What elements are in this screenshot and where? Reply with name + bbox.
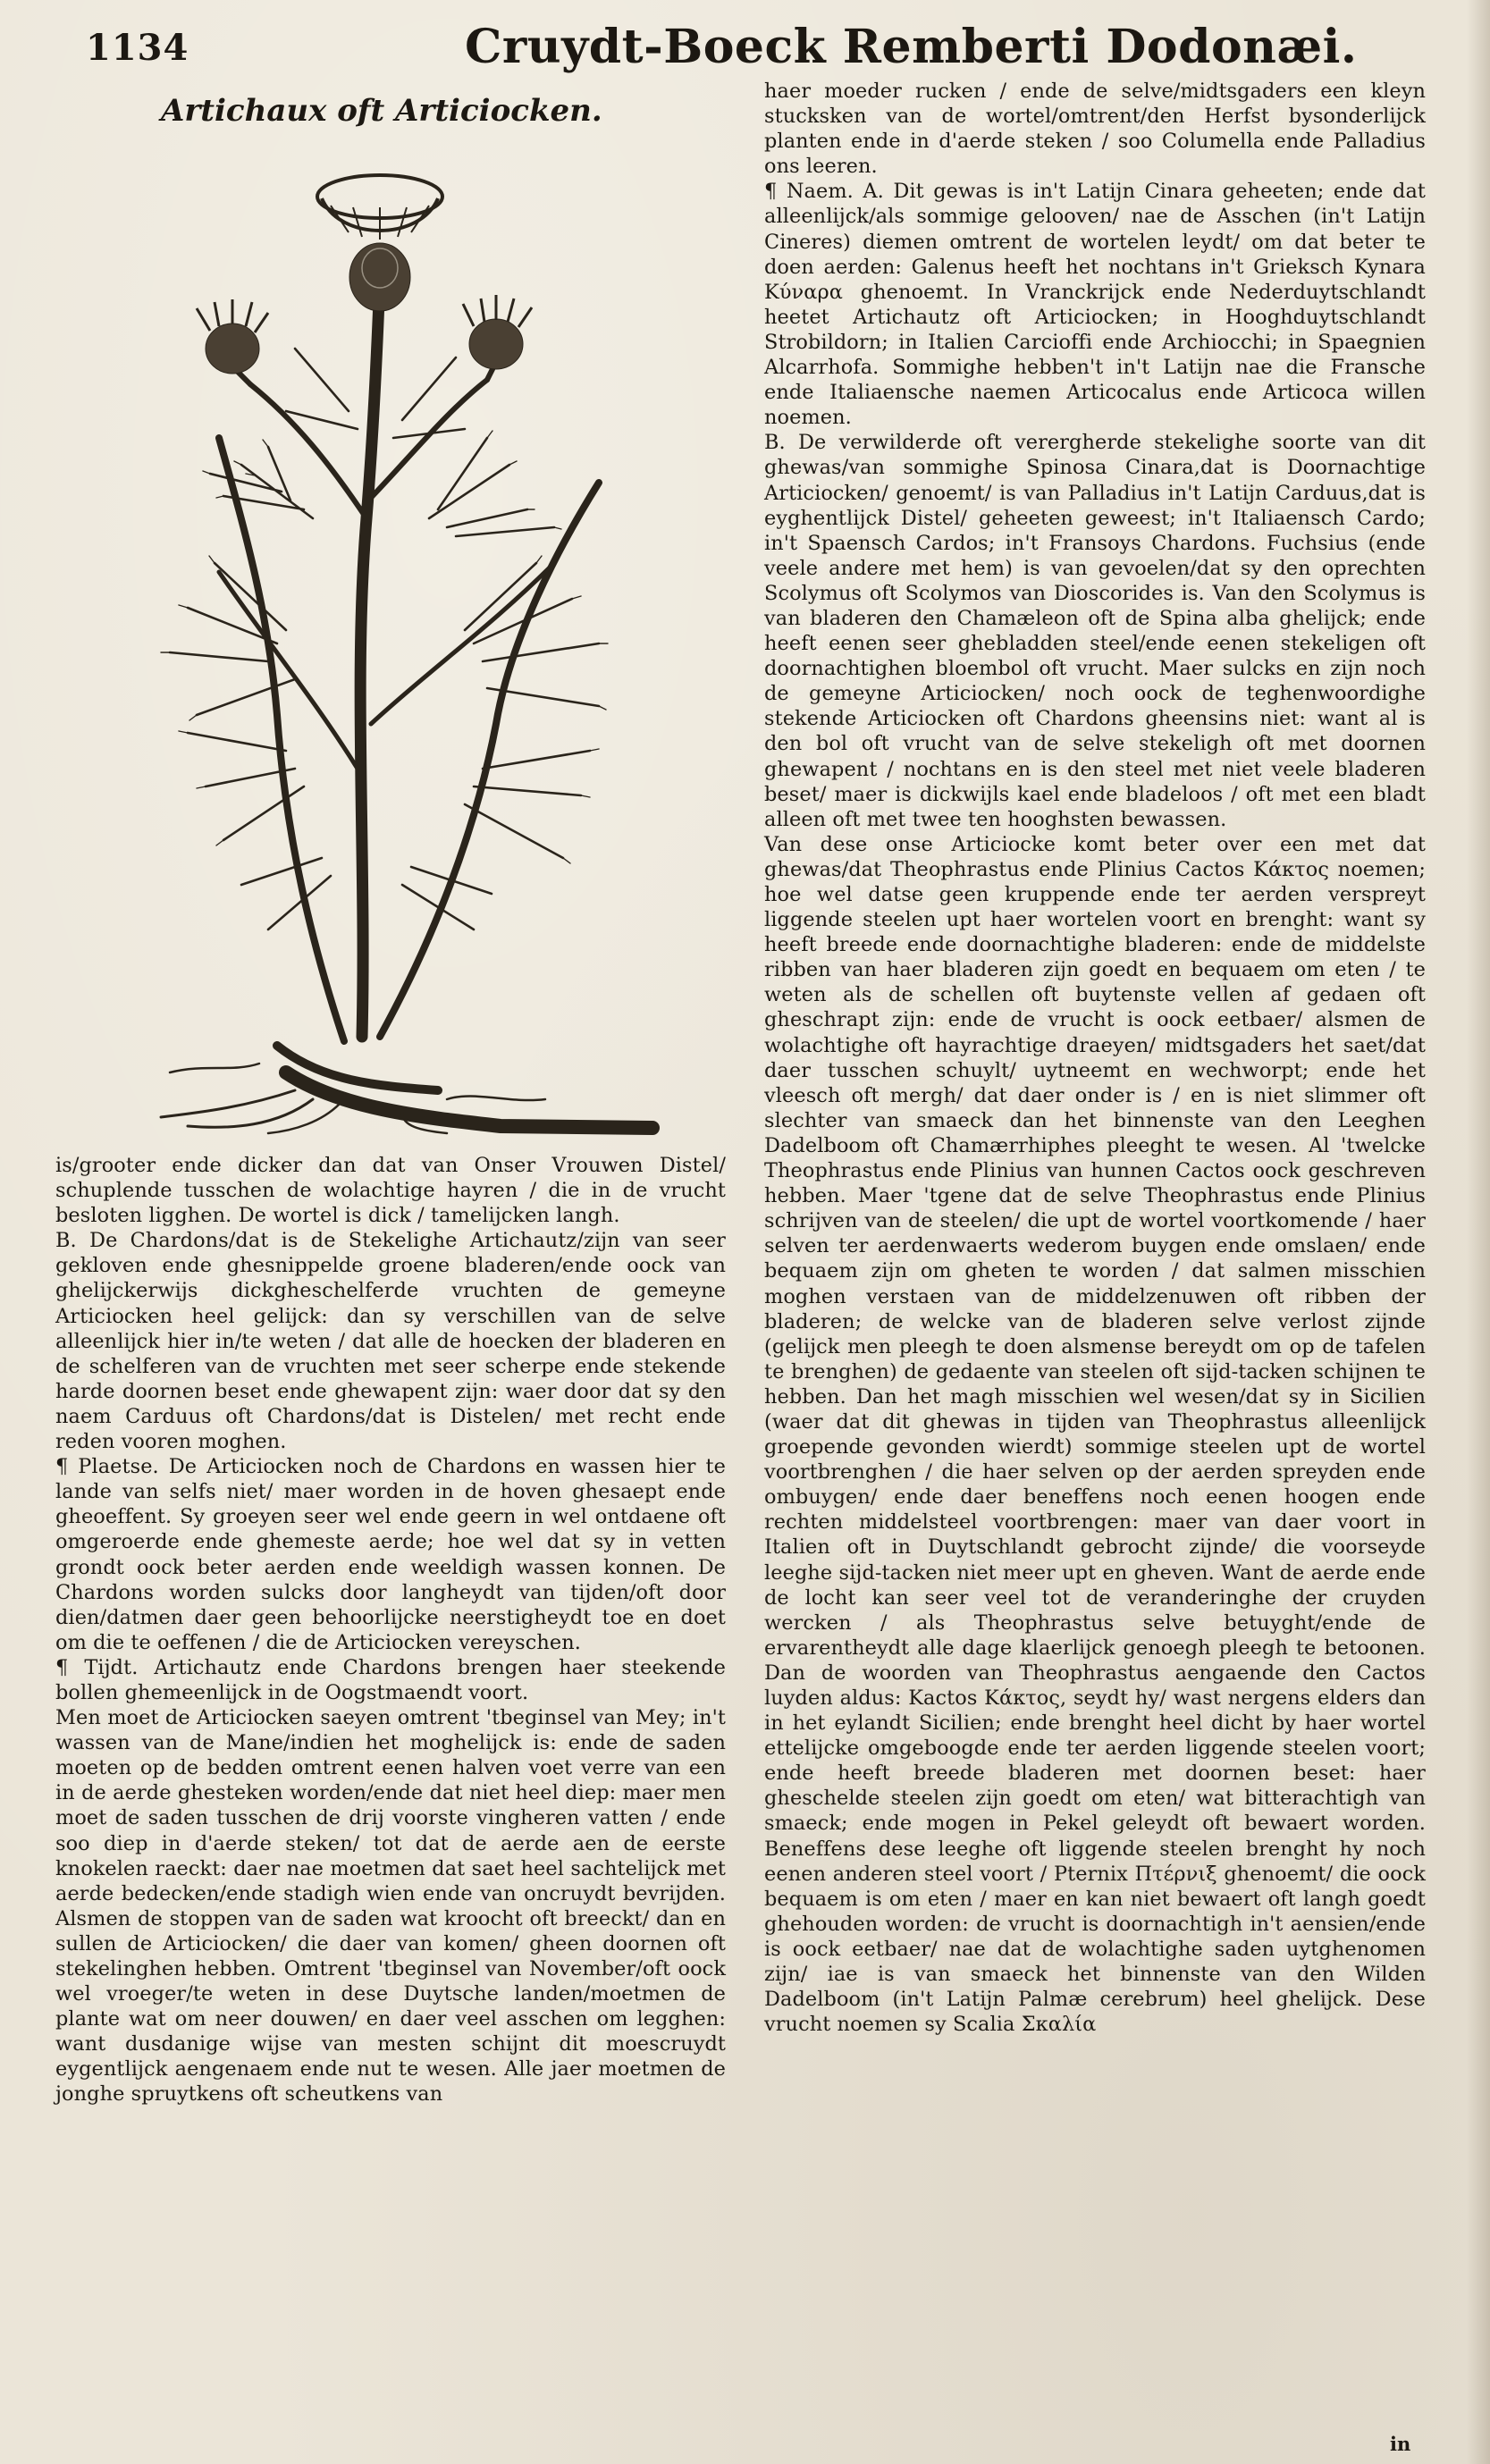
paragraph: haer moeder rucken / ende de selve/midtsgaders een kleyn stucksken van de wortel/omtrent/den Herfst bysonderlijck planten ende in d'aerde steken / soo Columella ende Palladius ons leeren. bbox=[764, 80, 1426, 179]
paragraph: Van dese onse Articiocke komt beter over een met dat ghewas/dat Theophrastus ende Plinius Cactos Κάκτος noemen; hoe wel datse geen kruppende ende ter aerden verspreyt liggende steelen upt haer wortelen voort en brenght: want sy heeft breede ende doornachtighe bladeren: ende de middelste ribben van haer bladeren zijn goedt en bequaem om eten / te weten als de schellen oft buytenste vellen af gedaen oft gheschrapt zijn: ende de vrucht is oock eetbaer/ alsmen de wolachtighe oft hayrachtige draeyen/ midtsgaders het saet/dat daer tusschen schuylt/ uytneemt en wechworpt; ende het vleesch oft mergh/ dat daer onder is / en is niet slimmer oft slechter van smaeck dan het binnenste van den Leeghen Dadelboom oft Chamærrhiphes pleeght te wesen. Al 'twelcke Theophrastus ende Plinius van hunnen Cactos oock geschreven hebben. Maer 'tgene dat de selve Theophrastus ende Plinius schrijven van de steelen/ die upt de wortel voortkomende / haer selven ter aerdenwaerts wederom buygen ende omslaen/ ende bequaem zijn om gheten te worden / dat salmen misschien moghen verstaen van de middelzenuwen oft ribben der bladeren; de welcke van de bladeren selve verlost zijnde (gelijck men pleegh te doen alsmense bereydt om op de tafelen te brenghen) de gedaente van steelen oft sijd-tacken schijnen te hebben. Dan het magh misschien wel wesen/dat sy in Sicilien (waer dat dit ghewas in tijden van Theophrastus alleenlijck groepende gevonden wierdt) sommige steelen upt de wortel voortbrenghen / die haer selven op der aerden spreyden ende ombuygen/ ende daer beneffens noch eenen hoogen ende rechten middelsteel voortbrengen: maer van daer voort in Italien oft in Duytschlandt gebrocht zijnde/ die voorseyde leeghe sijd-tacken niet meer upt en gheven. Want de aerde ende de locht kan seer veel tot de veranderinghe der cruyden wercken / als Theophrastus selve betuyght/ende de ervarentheydt alle dage klaerlijck genoegh pleegh te betoonen. Dan de woorden van Theophrastus aengaende den Cactos luyden aldus: Kactos Κάκτος, seydt hy/ wast nergens elders dan in het eylandt Sicilien; ende brenght heel dicht by haer wortel ettelijcke omgeboogde ende ter aerden liggende steelen voort; ende heeft breede bladeren met doornen beset: haer gheschelde steelen zijn goedt om eten/ wat bitterachtigh van smaeck; ende mogen in Pekel geleydt oft bewaert worden. Beneffens dese leeghe oft liggende steelen brenght hy noch eenen anderen steel voort / Pternix Πτέρνιξ ghenoemt/ die oock bequaem is om eten / maer en kan niet bewaert oft langh goedt ghehouden worden: de vrucht is doornachtigh in't aensien/ende is oock eetbaer/ nae dat de wolachtighe saden uytghenomen zijn/ iae is van smaeck het binnenste van den Wilden Dadelboom (in't Latijn Palmæ cerebrum) heel ghelijck. Dese vrucht noemen sy Scalia Σκαλία bbox=[764, 832, 1426, 2037]
paragraph: Men moet de Articiocken saeyen omtrent 'tbeginsel van Mey; in't wassen van de Mane/indien het moghelijck is: ende de saden moeten op de bedden omtrent eenen halven voet verre van een in de aerde ghesteken worden/ende dat niet heel diep: maer men moet de saden tusschen de drij voorste vingheren vatten / ende soo diep in d'aerde steken/ tot dat de aerde aen de eerste knokelen raeckt: daer nae moetmen dat saet heel sachtelijck met aerde bedecken/ende stadigh wien ende van oncruydt bevrijden. Alsmen de stoppen van de saden wat kroocht oft breeckt/ dan en sullen de Articiocken/ die daer van komen/ gheen doornen oft stekelinghen hebben. Omtrent 'tbeginsel van November/oft oock wel vroeger/te weten in dese Duytsche landen/moetmen de plante wat om neer douwen/ en daer veel asschen om legghen: want dusdanige wijse van mesten schijnt dit moescruydt eygentlijck aengenaem ende nut te wesen. Alle jaer moetmen de jonghe spruytkens oft scheutkens van bbox=[55, 1706, 726, 2107]
paragraph-tijdt: ¶ Tijdt. Artichautz ende Chardons brengen haer steekende bollen ghemeenlijck in de Oogstmaendt voort. bbox=[55, 1655, 726, 1704]
page-edge-shadow bbox=[1467, 0, 1490, 2464]
right-text-column bbox=[764, 79, 1426, 2037]
running-title: Cruydt-Boeck Remberti Dodonæi. bbox=[465, 20, 1358, 74]
artichoke-woodcut-icon bbox=[134, 143, 706, 1135]
catchword: in bbox=[1390, 2433, 1411, 2455]
page-number: 1134 bbox=[86, 27, 189, 69]
illustration-title: Artichaux oft Articiocken. bbox=[161, 93, 602, 129]
paragraph-plaetse: ¶ Plaetse. De Articiocken noch de Chardons en wassen hier te lande van selfs niet/ maer worden in de hoven ghesaept ende gheoeffent. Sy groeyen seer wel ende geern in wel ontdaene oft omgeroerde ende ghemeste aerde; hoe wel dat sy in vetten grondt oock beter aerden ende weeldigh wassen konnen. De Chardons worden sulcks door langheydt van tijden/oft door dien/datmen daer geen behoorlijcke neerstigheydt toe en doet om die te oeffenen / die de Articiocken vereyschen. bbox=[55, 1455, 726, 1654]
paragraph-naem: ¶ Naem. A. Dit gewas is in't Latijn Cinara geheeten; ende dat alleenlijck/als sommige gelooven/ nae de Asschen (in't Latijn Cineres) diemen omtrent de wortelen leydt/ om dat beter te doen aerden: Galenus heeft het nochtans in't Grieksch Kynara Κύναρα ghenoemt. In Vranckrijck ende Nederduytschlandt heetet Artichautz oft Articiocken; in Hooghduytschlandt Strobildorn; in Italien Carcioffi ende Archiocchi; in Spaegnien Alcarrhofa. Sommighe hebben't in't Latijn nae die Fransche ende Italiaensche naemen Articocalus ende Articoca willen noemen. bbox=[764, 180, 1426, 430]
paragraph: B. De verwilderde oft verergherde stekelighe soorte van dit ghewas/van sommighe Spinosa Cinara,dat is Doornachtige Articiocken/ genoemt/ is van Palladius in't Latijn Carduus,dat is eyghentlijck Distel/ geheeten geweest; in't Italiaensch Cardo; in't Spaensch Cardos; in't Fransoys Chardons. Fuchsius (ende veele andere met hem) is van gevoelen/dat sy den oprechten Scolymus oft Scolymos van Dioscorides is. Van den Scolymus is van bladeren den Chamæleon oft de Spina alba ghelijck; ende heeft eenen seer ghebladden steel/ende eenen stekeligen oft doornachtighen bloembol oft vrucht. Maer sulcks en zijn noch de gemeyne Articiocken/ noch oock de teghenwoordighe stekende Articiocken oft Chardons gheensins niet: want al is den bol oft vrucht van de selve stekeligh oft met doornen ghewapent / nochtans en is den steel met niet veele bladeren beset/ maer is dickwijls kael ende bladeloos / oft met een bladt alleen oft met twee ten hooghsten bewassen. bbox=[764, 431, 1426, 831]
paragraph: is/grooter ende dicker dan dat van Onser Vrouwen Distel/ schuplende tusschen de wolachtige hayren / die in de vrucht besloten ligghen. De wortel is dick / tamelijcken langh. bbox=[55, 1154, 726, 1228]
paragraph: B. De Chardons/dat is de Stekelighe Artichautz/zijn van seer gekloven ende ghesnippelde groene bladeren/ende oock van ghelijckerwijs dickgheschelferde vruchten de gemeyne Articiocken heel gelijck: dan sy verschillen van de selve alleenlijck hier in/te weten / dat alle de hoecken der bladeren en de schelferen van de vruchten met seer scherpe ende stekende harde doornen beset ende ghewapent zijn: waer door dat sy den naem Carduus oft Chardons/dat is Distelen/ met recht ende reden vooren moghen. bbox=[55, 1229, 726, 1454]
left-text-column bbox=[55, 1153, 726, 2107]
